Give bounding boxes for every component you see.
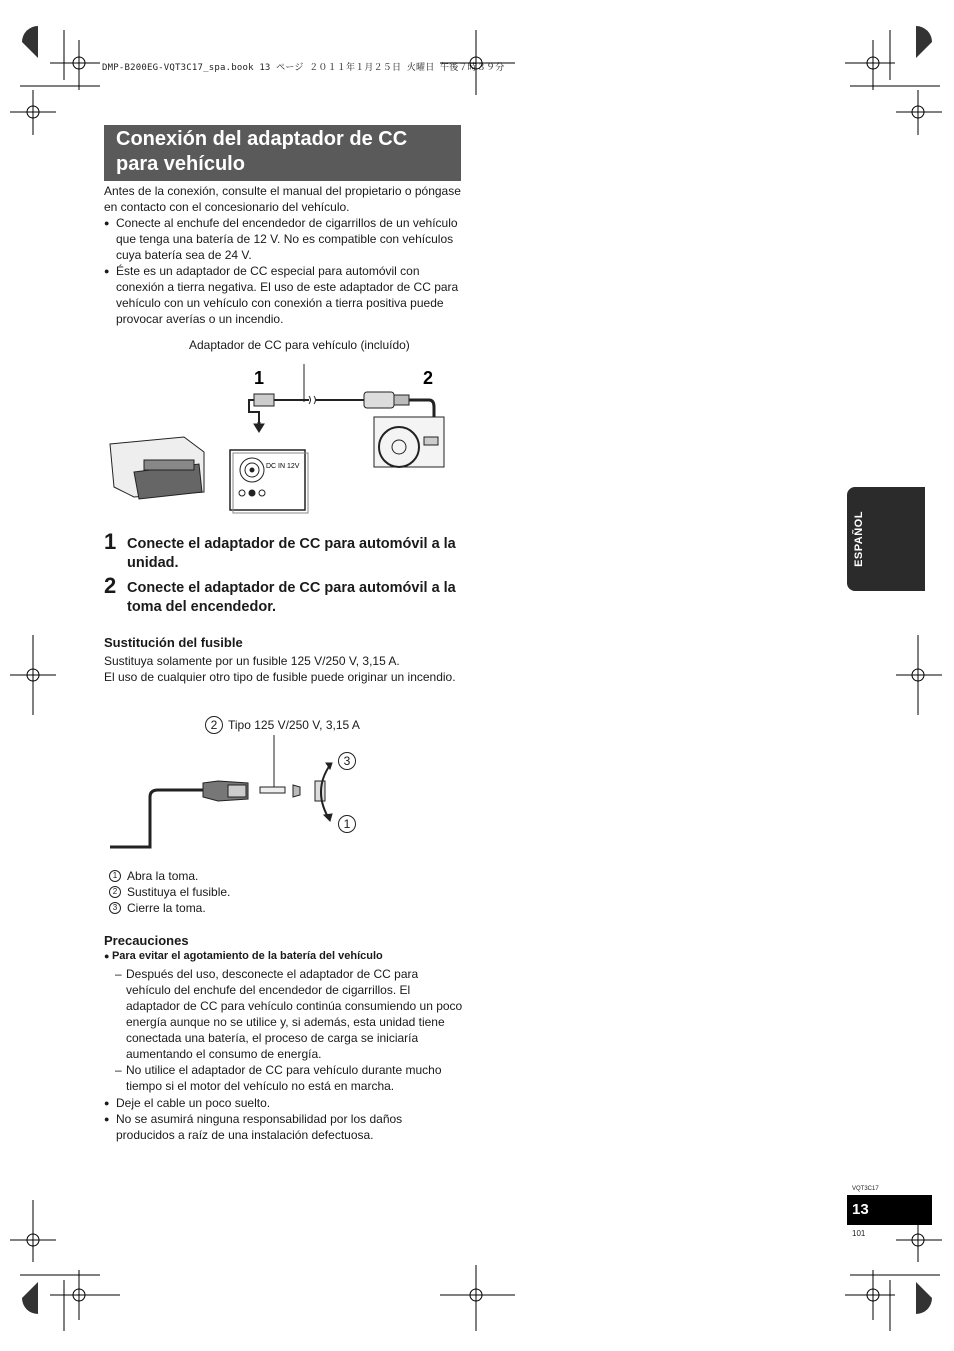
fuse-section-title: Sustitución del fusible bbox=[104, 635, 243, 650]
list-item bbox=[109, 884, 230, 900]
precautions-subtitle: ● Para evitar el agotamiento de la batería del vehículo bbox=[104, 950, 383, 962]
figure2-caption bbox=[205, 716, 360, 734]
callout-3: 3 bbox=[338, 752, 356, 770]
precautions-dash-list bbox=[115, 966, 465, 1094]
step-text: Conecte el adaptador de CC para automóvil a la toma del encendedor. bbox=[127, 580, 456, 615]
language-tab-label: ESPAÑOL bbox=[853, 511, 865, 567]
circled-number: 1 bbox=[109, 870, 121, 882]
list-item: ● Deje el cable un poco suelto. bbox=[104, 1095, 464, 1111]
page-number-box bbox=[847, 1195, 932, 1225]
precautions-title: Precauciones bbox=[104, 933, 189, 948]
callout-1: 1 bbox=[338, 815, 356, 833]
step-number: 1 bbox=[104, 529, 117, 554]
sub-page-number: 101 bbox=[852, 1229, 866, 1238]
figure1-caption: Adaptador de CC para vehículo (incluído) bbox=[189, 338, 410, 352]
language-tab bbox=[847, 487, 925, 591]
step-1 bbox=[104, 529, 464, 573]
section-title-line1: Conexión del adaptador de CC bbox=[116, 128, 408, 150]
fuse-replacement-illustration bbox=[108, 735, 368, 855]
list-item bbox=[109, 900, 230, 916]
list-item: ● Éste es un adaptador de CC especial para automóvil con conexión a tierra negativa. El uso de este adaptador de CC para vehículo con un vehículo con conexión a tierra positiva puede provocar averías o un incendio. bbox=[104, 263, 464, 327]
step-2 bbox=[104, 573, 464, 617]
fuse-body-line: Sustituya solamente por un fusible 125 V/250 V, 3,15 A. bbox=[104, 654, 400, 668]
fuse-body-line: El uso de cualquier otro tipo de fusible puede originar un incendio. bbox=[104, 670, 456, 684]
page-number: 13 bbox=[852, 1201, 869, 1218]
list-item-text: Sustituya el fusible. bbox=[127, 885, 231, 899]
list-item: ● Conecte al enchufe del encendedor de cigarrillos de un vehículo que tenga una batería de 12 V. No es compatible con vehículos cuya batería sea de 24 V. bbox=[104, 215, 464, 263]
list-item: – Después del uso, desconecte el adaptador de CC para vehículo del enchufe del encendedor de cigarrillos. El adaptador de CC para vehículo continúa consumiendo un poco energía aunque no se utilice y, si además, esta unidad tiene conectada una batería, el proceso de carga se iniciaría aumentando el consumo de energía. bbox=[115, 966, 465, 1062]
step-marker-2: 2 bbox=[423, 368, 434, 388]
circled-number: 2 bbox=[109, 886, 121, 898]
list-item-text: Cierre la toma. bbox=[127, 901, 206, 915]
circled-number: 2 bbox=[205, 716, 223, 734]
section-title bbox=[104, 125, 461, 181]
list-item: ● No se asumirá ninguna responsabilidad por los daños producidos a raíz de una instalación defectuosa. bbox=[104, 1111, 464, 1143]
adapter-connection-illustration bbox=[104, 352, 464, 517]
document-code: VQT3C17 bbox=[852, 1186, 879, 1192]
list-item-text: Abra la toma. bbox=[127, 869, 199, 883]
fuse-steps-list bbox=[109, 868, 230, 916]
intro-paragraph: Antes de la conexión, consulte el manual del propietario o póngase en contacto con el concesionario del vehículo. bbox=[104, 184, 461, 214]
figure2-caption-text: Tipo 125 V/250 V, 3,15 A bbox=[228, 718, 360, 732]
precautions-bullets bbox=[104, 1095, 464, 1143]
intro-bullets bbox=[104, 215, 464, 327]
dc-in-jack-label: DC IN 12V bbox=[266, 463, 300, 470]
section-title-line2: para vehículo bbox=[116, 153, 245, 175]
step-marker-1: 1 bbox=[254, 368, 265, 388]
list-item bbox=[109, 868, 230, 884]
step-text: Conecte el adaptador de CC para automóvil a la unidad. bbox=[127, 536, 456, 571]
print-header: DMP-B200EG-VQT3C17_spa.book 13 ページ ２０１１年１月２５日 火曜日 午後７時３９分 bbox=[102, 63, 505, 73]
list-item: – No utilice el adaptador de CC para vehículo durante mucho tiempo si el motor del vehículo no está en marcha. bbox=[115, 1062, 465, 1094]
circled-number: 3 bbox=[109, 902, 121, 914]
step-number: 2 bbox=[104, 573, 117, 598]
fuse-section-body bbox=[104, 653, 464, 685]
